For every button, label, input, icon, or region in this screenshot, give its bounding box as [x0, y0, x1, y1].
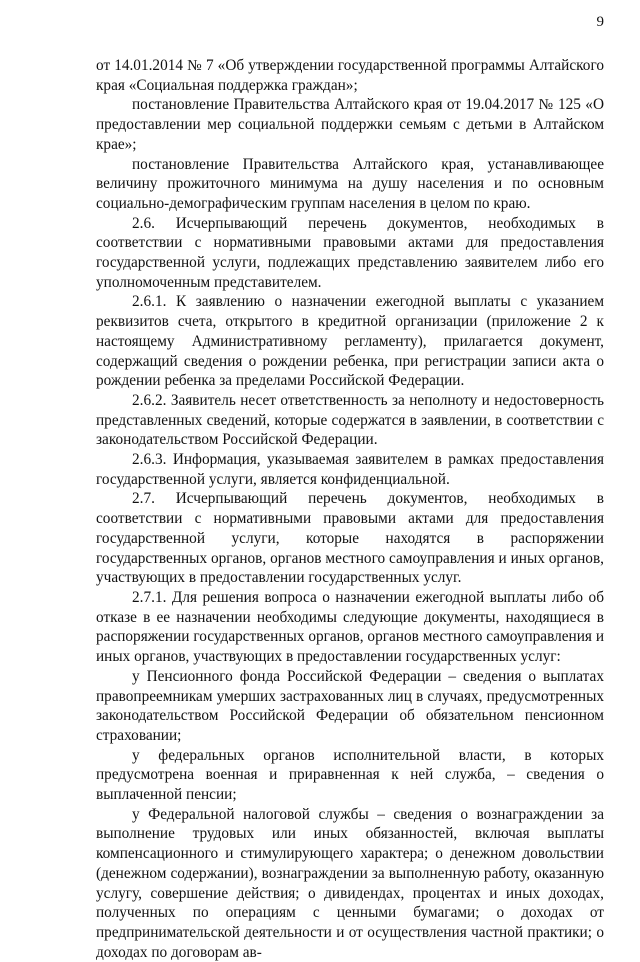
paragraph-section-2-6: 2.6. Исчерпывающий перечень документов, необходимых в соответствии с нормативными правовыми актами для предоставления государственной услуги, подлежащих представлению заявителем либо его уполномоченным представителем.: [96, 214, 604, 291]
paragraph-resolution-subsistence-minimum: постановление Правительства Алтайского края, устанавливающее величину прожиточного минимума на душу населения и по основным социально-демографическим группам населения в целом по краю.: [96, 155, 604, 212]
paragraph-resolution-125: постановление Правительства Алтайского края от 19.04.2017 № 125 «О предоставлении мер социальной поддержки семьям с детьми в Алтайском крае»;: [96, 96, 604, 153]
paragraph-section-2-7-1: 2.7.1. Для решения вопроса о назначении ежегодной выплаты либо об отказе в ее назначении необходимы следующие документы, находящиеся в распоряжении государственных органов, органов местного самоуправления и иных органов, участвующих в предоставлении государственных услуг:: [96, 588, 604, 666]
paragraph-federal-tax-service: у Федеральной налоговой службы – сведения о вознаграждении за выполнение трудовых или иных обязанностей, включая выплаты компенсационного и стимулирующего характера; о денежном довольствии (денежном содержании), вознаграждении за выполненную работу, оказанную услугу, совершение действия; о дивидендах, процентах и иных доходах, полученных по операциям с ценными бумагами; о доходах от предпринимательской деятельности и от осуществления частной практики; о доходах по договорам ав-: [96, 805, 604, 961]
paragraph-decree-reference: от 14.01.2014 № 7 «Об утверждении государственной программы Алтайского края «Социальная поддержка граждан»;: [96, 57, 604, 94]
paragraph-pension-fund: у Пенсионного фонда Российской Федерации – сведения о выплатах правопреемникам умерших застрахованных лиц в случаях, предусмотренных законодательством Российской Федерации об обязательном пенсионном страховании;: [96, 667, 604, 744]
page-number: 9: [596, 14, 604, 30]
paragraph-section-2-6-3: 2.6.3. Информация, указываемая заявителем в рамках предоставления государственной услуги, является конфиденциальной.: [96, 451, 604, 488]
paragraph-section-2-6-2: 2.6.2. Заявитель несет ответственность за неполноту и недостоверность представленных сведений, которые содержатся в заявлении, в соответствии с законодательством Российской Федерации.: [96, 391, 604, 449]
paragraph-federal-executive-bodies: у федеральных органов исполнительной власти, в которых предусмотрена военная и приравненная к ней служба, – сведения о выплаченной пенсии;: [96, 746, 604, 804]
paragraph-section-2-7: 2.7. Исчерпывающий перечень документов, необходимых в соответствии с нормативными правовыми актами для предоставления государственной услуги, которые находятся в распоряжении государственных органов, органов местного самоуправления и иных органов, участвующих в предоставлении государственных услуг.: [96, 490, 604, 587]
document-body: [96, 56, 604, 962]
paragraph-section-2-6-1: 2.6.1. К заявлению о назначении ежегодной выплаты с указанием реквизитов счета, открытого в кредитной организации (приложение 2 к настоящему Административному регламенту), прилагается документ, содержащий сведения о рождении ребенка, при регистрации записи акта о рождении ребенка за пределами Российской Федерации.: [96, 293, 604, 390]
